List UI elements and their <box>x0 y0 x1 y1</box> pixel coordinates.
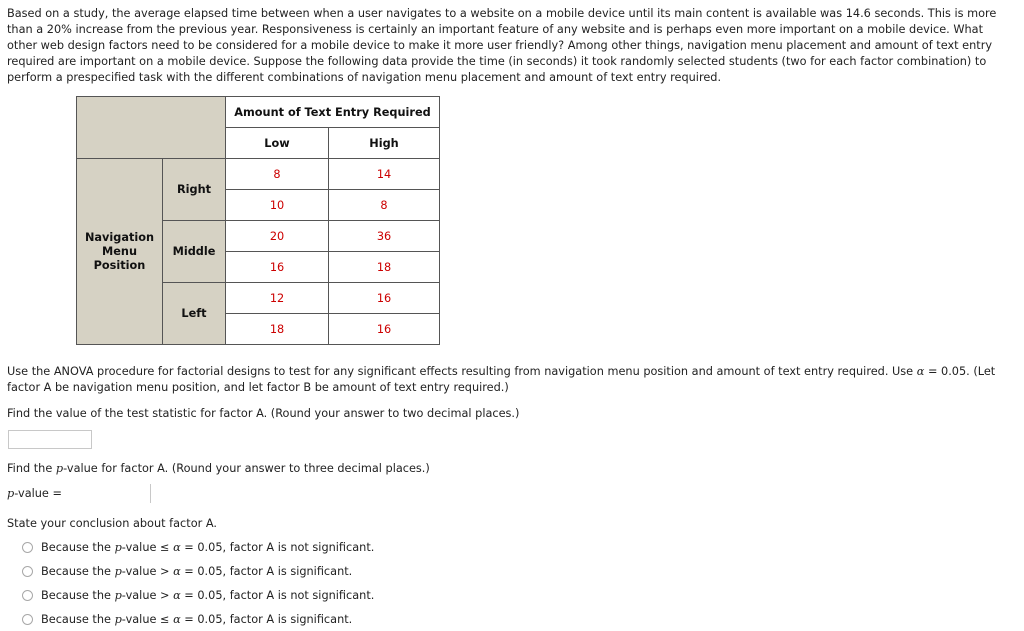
alpha-symbol: α <box>173 588 181 602</box>
cell-value: 18 <box>226 314 329 345</box>
p-value-input[interactable] <box>150 484 151 503</box>
radio-button[interactable] <box>22 542 33 553</box>
col-low-header: Low <box>226 128 329 159</box>
conclusion-option-1[interactable] <box>22 539 374 555</box>
option-post: -value > <box>121 588 174 602</box>
cell-value: 14 <box>329 159 440 190</box>
data-table <box>76 96 440 345</box>
option-pre: Because the <box>41 612 115 626</box>
conclusion-option-3[interactable] <box>22 587 374 603</box>
alpha-symbol: α <box>173 540 181 554</box>
option-pre: Because the <box>41 588 115 602</box>
option-text <box>41 541 374 554</box>
p-symbol: p <box>114 564 122 578</box>
row-label-middle: Middle <box>163 221 226 283</box>
cell-value: 18 <box>329 252 440 283</box>
cell-value: 16 <box>329 283 440 314</box>
radio-button[interactable] <box>22 590 33 601</box>
p-symbol: p <box>114 612 122 626</box>
q2-post: -value for factor A. (Round your answer to three decimal places.) <box>63 462 430 475</box>
question-test-statistic: Find the value of the test statistic for factor A. (Round your answer to two decimal places.) <box>7 407 520 420</box>
option-pre: Because the <box>41 564 115 578</box>
cell-value: 16 <box>329 314 440 345</box>
question-p-value <box>7 462 430 475</box>
option-text <box>41 589 374 602</box>
option-post: -value ≤ <box>121 612 174 626</box>
cell-value: 8 <box>329 190 440 221</box>
row-label-right: Right <box>163 159 226 221</box>
p-symbol: p <box>114 588 122 602</box>
test-statistic-input[interactable] <box>8 430 92 449</box>
alpha-symbol: α <box>173 564 181 578</box>
anova-text-1: Use the ANOVA procedure for factorial designs to test for any significant effects resulting from navigation menu position and amount of text entry required. Use <box>7 365 917 378</box>
conclusion-option-4[interactable] <box>22 611 352 627</box>
radio-button[interactable] <box>22 614 33 625</box>
alpha-symbol: α <box>916 365 925 378</box>
row-label-left: Left <box>163 283 226 345</box>
question-conclusion: State your conclusion about factor A. <box>7 517 217 530</box>
cell-value: 12 <box>226 283 329 314</box>
p-symbol: p <box>7 487 15 500</box>
cell-value: 16 <box>226 252 329 283</box>
cell-value: 10 <box>226 190 329 221</box>
conclusion-option-2[interactable] <box>22 563 352 579</box>
cell-value: 36 <box>329 221 440 252</box>
option-text <box>41 565 352 578</box>
option-tail: = 0.05, factor A is not significant. <box>180 540 375 554</box>
option-text <box>41 613 352 626</box>
option-tail: = 0.05, factor A is significant. <box>180 564 353 578</box>
problem-intro: Based on a study, the average elapsed time between when a user navigates to a website on a mobile device until its main content is available was 14.6 seconds. This is more than a 20% increase from the previous year. Responsiveness is certainly an important feature of any website and is perhaps even more important on a mobile device. What other web design factors need to be considered for a mobile device to make it more user friendly? Among other things, navigation menu placement and amount of text entry required are important on a mobile device. Suppose the following data provide the time (in seconds) it took randomly selected students (two for each factor combination) to perform a prespecified task with the different combinations of navigation menu placement and amount of text entry required. <box>7 7 997 84</box>
table-corner <box>77 97 226 159</box>
radio-button[interactable] <box>22 566 33 577</box>
p-symbol: p <box>55 462 64 475</box>
row-factor-line-1: Navigation <box>84 230 155 244</box>
q2-pre: Find the <box>7 462 56 475</box>
cell-value: 8 <box>226 159 329 190</box>
row-factor-line-3: Position <box>93 258 146 272</box>
option-tail: = 0.05, factor A is significant. <box>180 612 353 626</box>
anova-instructions <box>7 364 1019 396</box>
row-factor-line-2: Menu <box>102 244 137 258</box>
p-symbol: p <box>114 540 122 554</box>
cell-value: 20 <box>226 221 329 252</box>
option-tail: = 0.05, factor A is not significant. <box>180 588 375 602</box>
p-value-label-text: -value = <box>14 487 62 500</box>
option-post: -value > <box>121 564 174 578</box>
anova-text-2: = 0.05. (Let factor A be navigation menu position, and let factor B be amount of text entry required.) <box>7 365 996 394</box>
col-high-header: High <box>329 128 440 159</box>
col-factor-header: Amount of Text Entry Required <box>226 97 440 128</box>
option-pre: Because the <box>41 540 115 554</box>
option-post: -value ≤ <box>121 540 174 554</box>
row-factor-header <box>77 159 163 345</box>
p-value-label <box>7 487 62 500</box>
alpha-symbol: α <box>173 612 181 626</box>
